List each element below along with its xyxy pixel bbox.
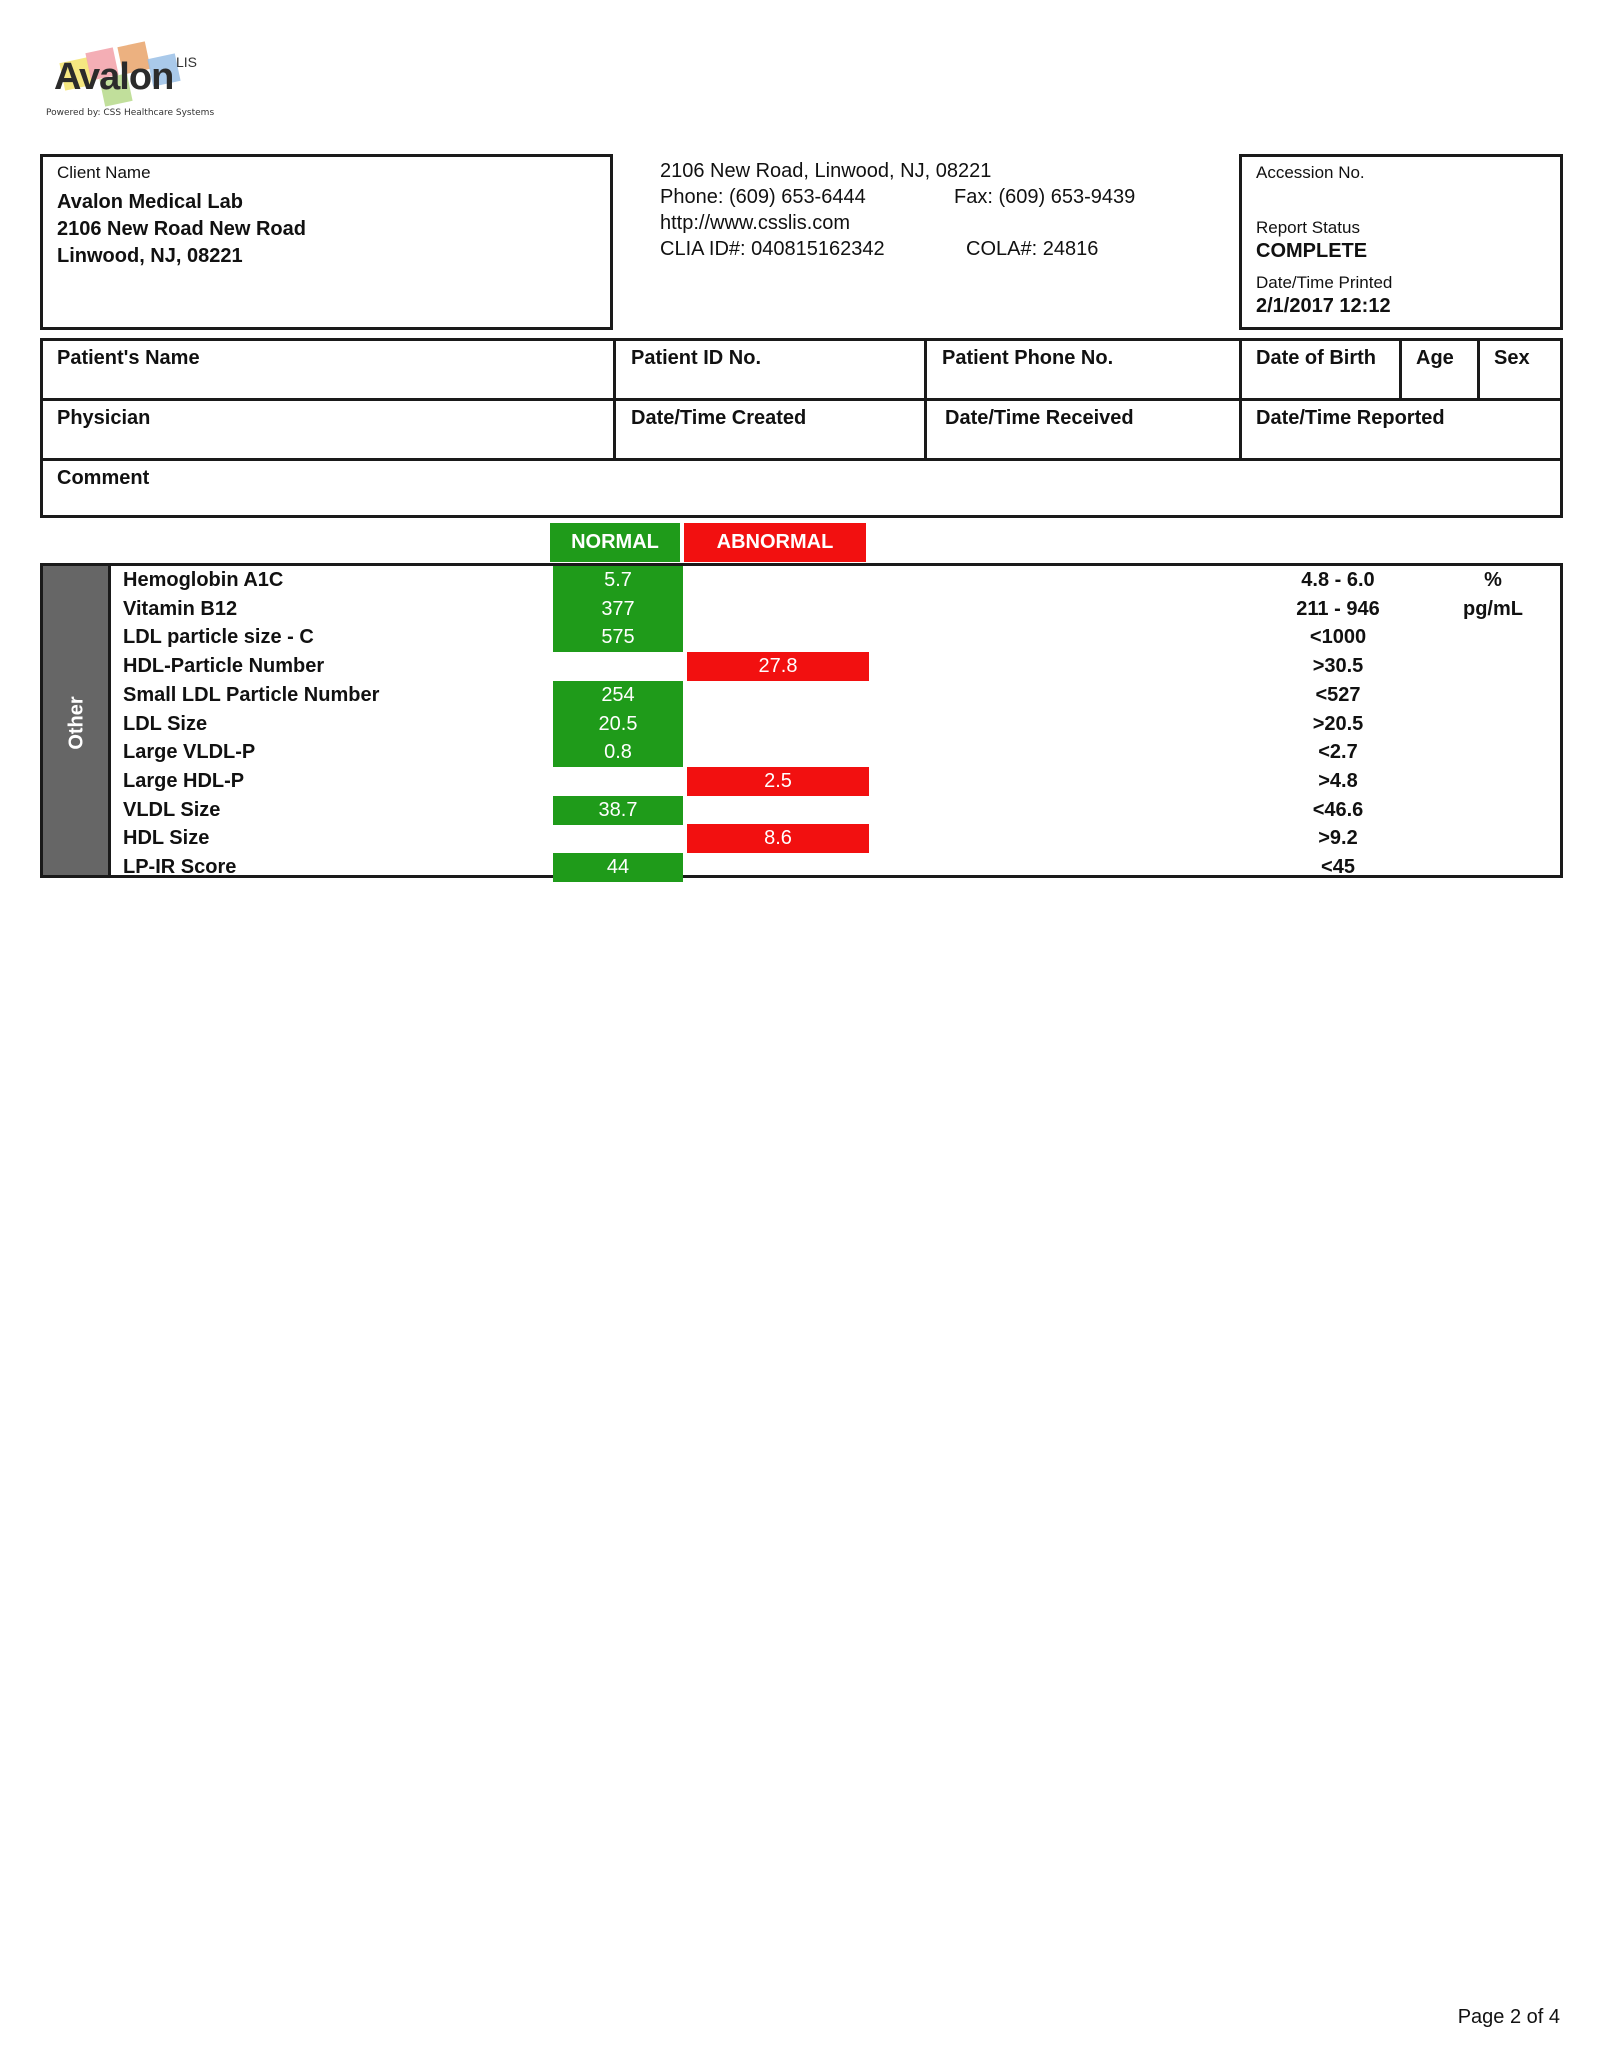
- reference-range: >30.5: [1312, 655, 1364, 678]
- printed-value: 2/1/2017 12:12: [1256, 295, 1391, 317]
- test-name: Large HDL-P: [123, 769, 245, 792]
- patient-phone-header: Patient Phone No.: [942, 347, 1114, 369]
- lab-website: http://www.csslis.com: [660, 212, 851, 234]
- normal-value: 38.7: [553, 796, 683, 825]
- result-row: [43, 652, 1560, 681]
- reference-range: <527: [1315, 683, 1361, 706]
- lab-phone: Phone: (609) 653-6444: [660, 186, 866, 208]
- result-row: [43, 566, 1560, 595]
- patient-info-table: [40, 338, 1563, 518]
- normal-value: 44: [553, 853, 683, 882]
- lab-fax: Fax: (609) 653-9439: [954, 186, 1136, 208]
- logo-tagline: Powered by: CSS Healthcare Systems: [46, 108, 215, 118]
- test-name: Small LDL Particle Number: [123, 683, 380, 706]
- avalon-logo: [40, 36, 215, 126]
- normal-value: 575: [553, 623, 683, 652]
- reference-range: >20.5: [1312, 712, 1364, 735]
- reference-range: 211 - 946: [1296, 597, 1380, 620]
- reference-range: <2.7: [1318, 741, 1358, 764]
- test-name: HDL-Particle Number: [123, 655, 325, 678]
- logo-superscript: LIS: [176, 54, 198, 70]
- accession-label: Accession No.: [1256, 163, 1365, 182]
- client-name: Avalon Medical Lab: [57, 191, 243, 213]
- abnormal-column-header: ABNORMAL: [684, 523, 866, 562]
- physician-header: Physician: [57, 407, 151, 429]
- result-row: [43, 681, 1560, 710]
- reference-range: <45: [1321, 856, 1355, 878]
- normal-value: 377: [553, 595, 683, 624]
- result-row: [43, 767, 1560, 796]
- age-header: Age: [1416, 347, 1454, 369]
- results-table: [40, 563, 1563, 878]
- client-address-2: Linwood, NJ, 08221: [57, 245, 243, 267]
- result-row: [43, 738, 1560, 767]
- lab-clia: CLIA ID#: 040815162342: [660, 238, 885, 260]
- patient-id-header: Patient ID No.: [631, 347, 762, 369]
- received-header: Date/Time Received: [945, 407, 1134, 429]
- normal-value: 254: [553, 681, 683, 710]
- lab-address-block: [660, 158, 1220, 262]
- normal-value: 5.7: [553, 566, 683, 595]
- client-address-1: 2106 New Road New Road: [57, 218, 306, 240]
- result-row: [43, 595, 1560, 624]
- report-info-box: [1239, 154, 1563, 330]
- test-name: Large VLDL-P: [123, 741, 256, 764]
- test-name: HDL Size: [123, 827, 210, 850]
- printed-label: Date/Time Printed: [1256, 273, 1393, 292]
- unit: pg/mL: [1463, 597, 1523, 620]
- test-name: VLDL Size: [123, 798, 221, 821]
- unit: %: [1484, 569, 1502, 591]
- reference-range: <1000: [1309, 626, 1367, 649]
- logo-wordmark: Avalon: [54, 56, 174, 98]
- reference-range: <46.6: [1312, 798, 1364, 821]
- reference-range: 4.8 - 6.0: [1301, 569, 1375, 591]
- test-name: Vitamin B12: [123, 597, 238, 620]
- sex-header: Sex: [1494, 347, 1530, 369]
- result-row: [43, 623, 1560, 652]
- client-label: Client Name: [57, 163, 151, 182]
- page-number: Page 2 of 4: [1457, 2006, 1560, 2028]
- accession-value: [1256, 183, 1546, 210]
- normal-column-header: NORMAL: [550, 523, 680, 562]
- test-name: LDL particle size - C: [123, 626, 314, 649]
- client-box: [40, 154, 613, 330]
- normal-value: 0.8: [553, 738, 683, 767]
- normal-value: 20.5: [553, 710, 683, 739]
- lab-cola: COLA#: 24816: [966, 238, 1099, 260]
- section-label: Other: [65, 696, 88, 750]
- result-row: [43, 796, 1560, 825]
- abnormal-value: 2.5: [687, 767, 869, 796]
- created-header: Date/Time Created: [631, 407, 807, 429]
- result-row: [43, 853, 1560, 882]
- comment-header: Comment: [57, 467, 150, 489]
- patient-name-header: Patient's Name: [57, 347, 200, 369]
- reference-range: >4.8: [1318, 769, 1358, 792]
- report-status-label: Report Status: [1256, 218, 1360, 237]
- test-name: LDL Size: [123, 712, 208, 735]
- result-row: [43, 824, 1560, 853]
- lab-address: 2106 New Road, Linwood, NJ, 08221: [660, 160, 992, 182]
- dob-header: Date of Birth: [1256, 347, 1376, 369]
- reference-range: >9.2: [1318, 827, 1358, 850]
- abnormal-value: 8.6: [687, 824, 869, 853]
- report-status-value: COMPLETE: [1256, 240, 1368, 262]
- reported-header: Date/Time Reported: [1256, 407, 1445, 429]
- result-row: [43, 710, 1560, 739]
- abnormal-value: 27.8: [687, 652, 869, 681]
- test-name: LP-IR Score: [123, 856, 237, 878]
- test-name: Hemoglobin A1C: [123, 569, 284, 591]
